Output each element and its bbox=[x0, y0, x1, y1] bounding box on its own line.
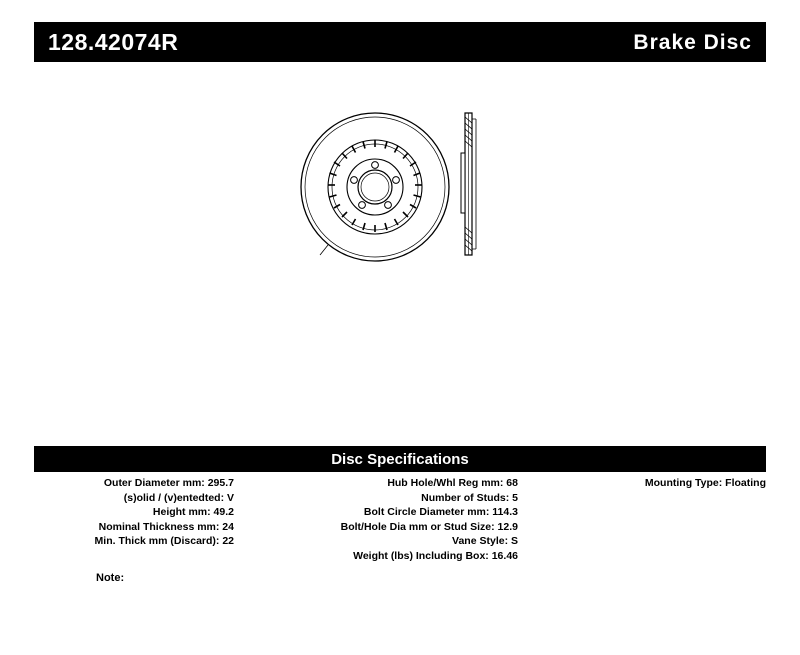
disc-specifications-header bbox=[34, 446, 766, 472]
disc-specifications-title: Disc Specifications bbox=[331, 450, 469, 468]
header-bar bbox=[34, 22, 766, 62]
brake-rotor-illustration bbox=[290, 95, 530, 285]
spec-weight-including-box: Weight (lbs) Including Box: 16.46 bbox=[353, 549, 518, 562]
rotor-section-view bbox=[461, 113, 476, 255]
spec-solid-vented: (s)olid / (v)entedted: V bbox=[123, 491, 234, 504]
spec-column-left bbox=[34, 476, 234, 549]
spec-bolt-circle-diameter: Bolt Circle Diameter mm: 114.3 bbox=[363, 506, 518, 519]
note-label: Note: bbox=[96, 572, 125, 584]
spec-mounting-type: Mounting Type: Floating bbox=[644, 477, 766, 489]
spec-nominal-thickness: Nominal Thickness mm: 24 bbox=[98, 520, 234, 533]
spec-outer-diameter: Outer Diameter mm: 295.7 bbox=[103, 477, 234, 489]
spec-bolt-hole-dia: Bolt/Hole Dia mm or Stud Size: 12.9 bbox=[340, 520, 518, 533]
disc-specifications-body bbox=[34, 476, 766, 576]
spec-vane-style: Vane Style: S bbox=[452, 535, 518, 548]
spec-height: Height mm: 49.2 bbox=[152, 506, 234, 519]
spec-column-right bbox=[534, 476, 766, 491]
rotor-face-view bbox=[301, 113, 449, 261]
spec-column-middle bbox=[248, 476, 518, 564]
spec-number-of-studs: Number of Studs: 5 bbox=[421, 491, 518, 504]
document-title: Brake Disc bbox=[633, 30, 752, 54]
spec-min-thickness-discard: Min. Thick mm (Discard): 22 bbox=[94, 535, 234, 548]
part-number: 128.42074R bbox=[48, 28, 179, 55]
spec-hub-hole: Hub Hole/Whl Reg mm: 68 bbox=[387, 477, 518, 489]
